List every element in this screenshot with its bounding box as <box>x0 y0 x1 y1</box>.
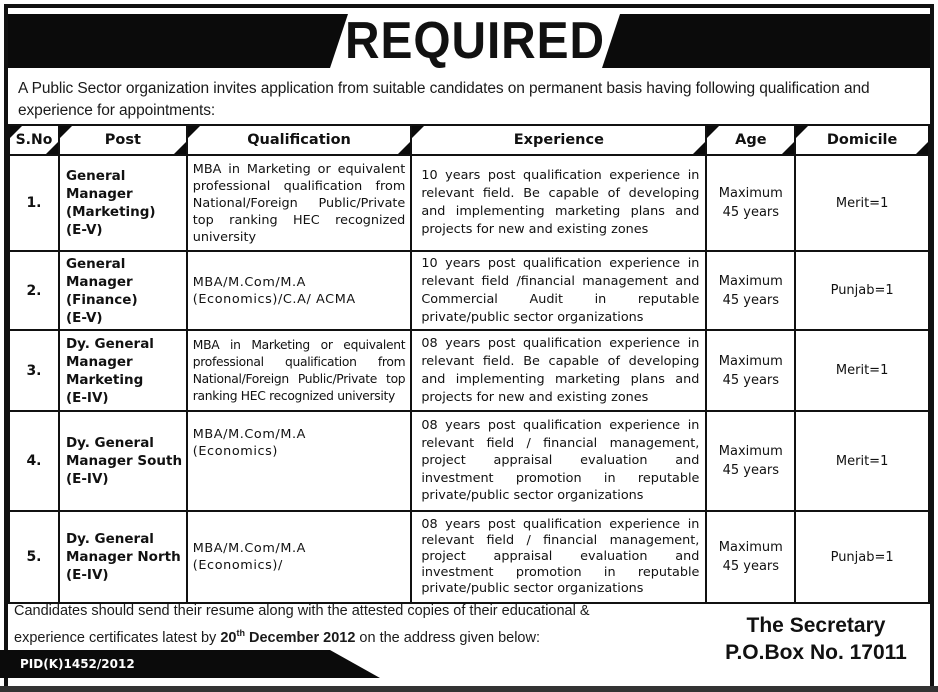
cell-domicile: Merit=1 <box>795 155 929 251</box>
cell-domicile: Punjab=1 <box>795 511 929 603</box>
header-corner-decoration <box>188 126 200 138</box>
header-corner-decoration <box>693 142 705 154</box>
cell-domicile: Merit=1 <box>795 411 929 511</box>
deadline-line: experience certificates latest by 20th December 2012 on the address given below: <box>14 628 540 646</box>
cell-experience: 10 years post qualification experience in relevant field. Be capable of developing and implementing marketing plans and projects for new and existing zones <box>411 155 706 251</box>
cell-qualification: MBA/M.Com/M.A (Economics)/ <box>187 511 412 603</box>
cell-age: Maximum 45 years <box>706 511 795 603</box>
positions-table <box>8 124 930 604</box>
header-corner-decoration <box>796 126 808 138</box>
bottom-border <box>0 686 938 692</box>
cell-domicile: Punjab=1 <box>795 251 929 330</box>
header-corner-decoration <box>707 126 719 138</box>
header-age: Age <box>706 125 795 155</box>
header-experience: Experience <box>411 125 706 155</box>
header-corner-decoration <box>10 126 22 138</box>
cell-post: General Manager (Finance) (E-V) <box>59 251 187 330</box>
cell-qualification: MBA/M.Com/M.A (Economics)/C.A/ ACMA <box>187 251 412 330</box>
deadline-date: 20th December 2012 <box>220 628 356 646</box>
header-qualification: Qualification <box>187 125 412 155</box>
cell-experience: 10 years post qualification experience in relevant field /financial management and Commercial Audit in reputable private/public sector organizations <box>411 251 706 330</box>
cell-experience: 08 years post qualification experience in relevant field. Be capable of developing and implementing marketing plans and projects for new and existing zones <box>411 330 706 411</box>
cell-sno: 4. <box>9 411 59 511</box>
pid-reference: PID(K)1452/2012 <box>20 657 135 671</box>
header-corner-decoration <box>916 142 928 154</box>
cell-domicile: Merit=1 <box>795 330 929 411</box>
table-row <box>9 511 929 603</box>
cell-age: Maximum 45 years <box>706 411 795 511</box>
mailing-address: The Secretary P.O.Box No. 17011 <box>725 614 907 664</box>
header-sno: S.No <box>9 125 59 155</box>
header-domicile: Domicile <box>795 125 929 155</box>
table-row <box>9 330 929 411</box>
table-header-row <box>9 125 929 155</box>
cell-age: Maximum 45 years <box>706 330 795 411</box>
header-post: Post <box>59 125 187 155</box>
cell-experience: 08 years post qualification experience in relevant field / financial management, project appraisal evaluation and investment promotion in reputable private/public sector organizations <box>411 511 706 603</box>
cell-sno: 5. <box>9 511 59 603</box>
cell-sno: 2. <box>9 251 59 330</box>
table-row <box>9 251 929 330</box>
advertisement-frame <box>4 4 934 688</box>
table-row <box>9 411 929 511</box>
header-corner-decoration <box>782 142 794 154</box>
cell-age: Maximum 45 years <box>706 251 795 330</box>
cell-experience: 08 years post qualification experience in relevant field / financial management, project appraisal evaluation and investment promotion in reputable private/public sector organizations <box>411 411 706 511</box>
header-corner-decoration <box>412 126 424 138</box>
cell-qualification: MBA/M.Com/M.A (Economics) <box>187 411 412 511</box>
cell-sno: 3. <box>9 330 59 411</box>
header-corner-decoration <box>174 142 186 154</box>
cell-qualification: MBA in Marketing or equivalent professional qualification from National/Foreign Public/Private top ranking HEC recognized university <box>187 155 412 251</box>
cell-post: Dy. General Manager Marketing (E-IV) <box>59 330 187 411</box>
header-corner-decoration <box>398 142 410 154</box>
application-instructions: Candidates should send their resume along with the attested copies of their educational & experience certificates latest by 20th December 2012 on the address given below: <box>14 600 714 649</box>
header-corner-decoration <box>60 126 72 138</box>
cell-post: General Manager (Marketing) (E-V) <box>59 155 187 251</box>
cell-sno: 1. <box>9 155 59 251</box>
header-corner-decoration <box>46 142 58 154</box>
table-row <box>9 155 929 251</box>
cell-post: Dy. General Manager South (E-IV) <box>59 411 187 511</box>
intro-paragraph: A Public Sector organization invites application from suitable candidates on permanent basis having following qualification and experience for appointments: <box>18 80 870 119</box>
required-banner <box>8 14 930 68</box>
banner-title: REQUIRED <box>345 12 605 70</box>
cell-age: Maximum 45 years <box>706 155 795 251</box>
cell-post: Dy. General Manager North (E-IV) <box>59 511 187 603</box>
cell-qualification: MBA in Marketing or equivalent professional qualification from National/Foreign Public/Private top ranking HEC recognized university <box>187 330 412 411</box>
